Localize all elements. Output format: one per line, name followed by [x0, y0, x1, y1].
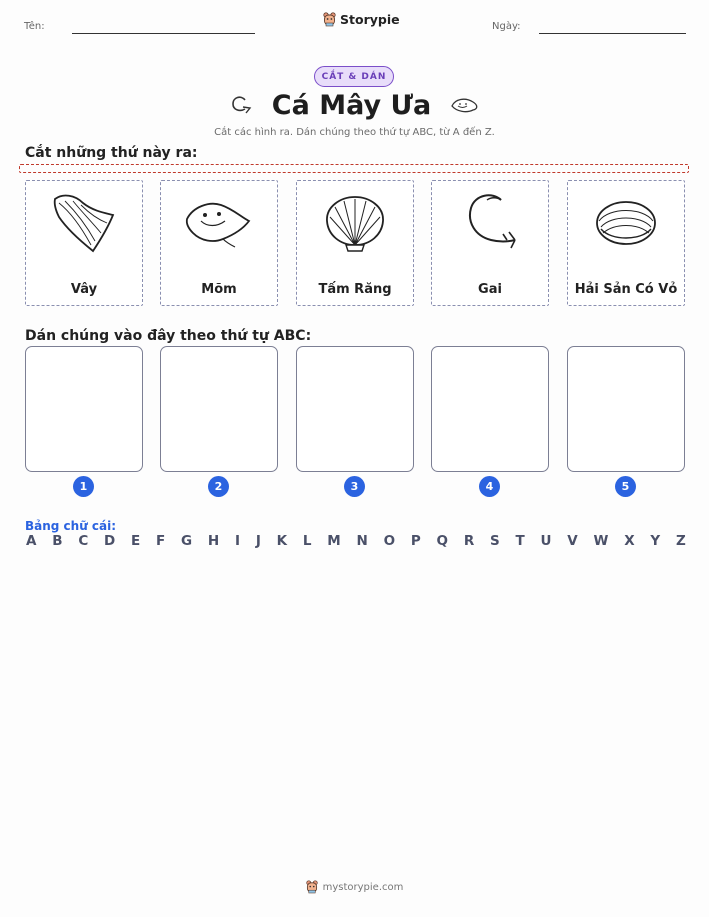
alphabet-letter: R [463, 533, 475, 549]
cut-card-shellfish[interactable] [567, 180, 685, 306]
alphabet-letter: P [410, 533, 421, 549]
cut-card-label: Tấm Răng [318, 282, 392, 297]
alphabet-letter: A [26, 533, 37, 549]
alphabet-letter: X [624, 533, 635, 549]
hook-doodle-icon [228, 93, 254, 119]
storypie-mascot-icon [306, 880, 318, 894]
alphabet-letter: E [131, 533, 141, 549]
footer-url[interactable]: mystorypie.com [322, 881, 404, 893]
date-line[interactable] [539, 33, 686, 34]
tooth-plate-icon [322, 191, 388, 255]
sawfish-doodle-icon [449, 94, 481, 118]
paste-box-3[interactable] [296, 346, 414, 472]
alphabet-letter: W [593, 533, 609, 549]
alphabet-letter: M [327, 533, 341, 549]
alphabet-letter: J [255, 533, 261, 549]
cut-card-label: Mõm [201, 282, 237, 297]
order-number-5: 5 [615, 476, 636, 497]
name-line[interactable] [72, 33, 255, 34]
date-label: Ngày: [492, 21, 521, 32]
alphabet-letter: B [52, 533, 63, 549]
cut-card-label: Gai [478, 282, 502, 297]
alphabet-letter: T [515, 533, 525, 549]
paste-box-2[interactable] [160, 346, 278, 472]
brand-logo [323, 12, 400, 27]
cut-card-fin[interactable] [25, 180, 143, 306]
brand-name: Storypie [340, 12, 400, 27]
alphabet-letter: Q [436, 533, 449, 549]
fin-icon [49, 189, 119, 257]
paste-box-4[interactable] [431, 346, 549, 472]
alphabet-letter: F [156, 533, 166, 549]
alphabet-letter: G [181, 533, 193, 549]
cut-card-spine[interactable] [431, 180, 549, 306]
shellfish-icon [593, 195, 659, 251]
alphabet-letter: O [383, 533, 396, 549]
storypie-mascot-icon [323, 12, 336, 27]
instructions: Cắt các hình ra. Dán chúng theo thứ tự ABC, từ A đến Z. [214, 127, 495, 138]
cut-card-label: Vây [70, 282, 98, 297]
cut-card-label: Hải Sản Có Vỏ [574, 282, 678, 297]
cut-dashed-line [19, 164, 689, 173]
alphabet-letter: Z [675, 533, 686, 549]
name-label: Tên: [24, 21, 45, 32]
snout-icon [183, 195, 255, 251]
paste-heading: Dán chúng vào đây theo thứ tự ABC: [25, 328, 312, 344]
order-number-2: 2 [208, 476, 229, 497]
alphabet-letter: N [356, 533, 368, 549]
paste-box-1[interactable] [25, 346, 143, 472]
paste-box-5[interactable] [567, 346, 685, 472]
alphabet-letter: K [276, 533, 288, 549]
page-title: Cá Mây Ưa [271, 90, 432, 121]
alphabet-letter: C [78, 533, 89, 549]
cut-card-snout[interactable] [160, 180, 278, 306]
alphabet-letter: Y [650, 533, 661, 549]
activity-badge: CẮT & DÁN [314, 66, 394, 87]
alphabet-letter: I [235, 533, 241, 549]
cut-heading: Cắt những thứ này ra: [25, 145, 198, 161]
footer [0, 880, 709, 894]
alphabet-letter: D [104, 533, 116, 549]
alphabet-letter: S [490, 533, 500, 549]
cut-card-tooth-plate[interactable] [296, 180, 414, 306]
order-number-3: 3 [344, 476, 365, 497]
alphabet-row [26, 533, 686, 549]
alphabet-letter: L [302, 533, 312, 549]
order-number-1: 1 [73, 476, 94, 497]
order-number-4: 4 [479, 476, 500, 497]
alphabet-letter: V [567, 533, 578, 549]
alphabet-heading: Bảng chữ cái: [25, 519, 117, 533]
spine-icon [457, 190, 523, 256]
title-row [0, 90, 709, 121]
alphabet-letter: H [207, 533, 220, 549]
alphabet-letter: U [540, 533, 552, 549]
